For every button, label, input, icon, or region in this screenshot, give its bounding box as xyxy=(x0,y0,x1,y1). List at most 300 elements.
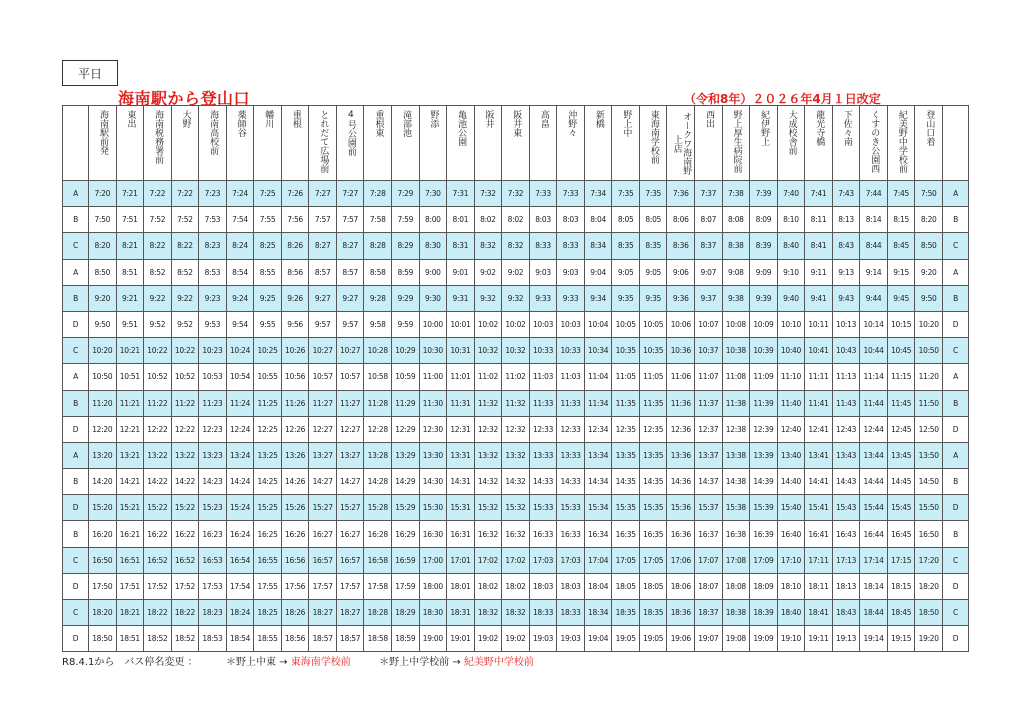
time-cell: 12:44 xyxy=(860,416,888,442)
stop-header xyxy=(89,106,117,181)
time-cell: 13:24 xyxy=(226,442,254,468)
time-cell: 14:40 xyxy=(777,469,805,495)
stop-header xyxy=(502,106,530,181)
time-cell: 14:44 xyxy=(860,469,888,495)
time-cell: 16:45 xyxy=(887,521,915,547)
time-cell: 11:13 xyxy=(832,364,860,390)
time-cell: 17:08 xyxy=(722,547,750,573)
time-cell: 11:35 xyxy=(639,390,667,416)
time-cell: 8:07 xyxy=(695,207,723,233)
time-cell: 18:14 xyxy=(860,573,888,599)
trip-row xyxy=(63,626,969,652)
time-cell: 10:06 xyxy=(667,311,695,337)
time-cell: 10:05 xyxy=(612,311,640,337)
time-cell: 17:55 xyxy=(254,573,282,599)
time-cell: 16:56 xyxy=(281,547,309,573)
time-cell: 14:50 xyxy=(915,469,943,495)
time-cell: 9:00 xyxy=(419,259,447,285)
stop-name: 幡川 xyxy=(263,110,274,128)
time-cell: 9:27 xyxy=(336,285,364,311)
time-cell: 13:33 xyxy=(529,442,557,468)
stop-name: 高畠 xyxy=(538,110,549,128)
time-cell: 18:15 xyxy=(887,573,915,599)
time-cell: 12:22 xyxy=(171,416,199,442)
time-cell: 17:50 xyxy=(89,573,117,599)
time-cell: 17:03 xyxy=(557,547,585,573)
time-cell: 16:24 xyxy=(226,521,254,547)
time-cell: 10:14 xyxy=(860,311,888,337)
stop-header xyxy=(364,106,392,181)
time-cell: 9:58 xyxy=(364,311,392,337)
time-cell: 19:13 xyxy=(832,626,860,652)
stop-name: 下佐々南 xyxy=(841,110,852,146)
time-cell: 12:50 xyxy=(915,416,943,442)
time-cell: 9:05 xyxy=(639,259,667,285)
time-cell: 18:10 xyxy=(777,573,805,599)
trip-row xyxy=(63,495,969,521)
time-cell: 9:57 xyxy=(309,311,337,337)
time-cell: 18:51 xyxy=(116,626,144,652)
time-cell: 7:33 xyxy=(529,181,557,207)
stop-name: 西出 xyxy=(704,110,715,128)
time-cell: 16:37 xyxy=(695,521,723,547)
time-cell: 11:22 xyxy=(144,390,172,416)
time-cell: 16:44 xyxy=(860,521,888,547)
time-cell: 11:43 xyxy=(832,390,860,416)
footnote-change2-new: 紀美野中学校前 xyxy=(463,657,534,668)
time-cell: 14:41 xyxy=(805,469,833,495)
route-label: B xyxy=(63,207,89,233)
time-cell: 18:41 xyxy=(805,600,833,626)
time-cell: 12:28 xyxy=(364,416,392,442)
footnote xyxy=(62,653,534,668)
time-cell: 10:03 xyxy=(529,311,557,337)
time-cell: 7:51 xyxy=(116,207,144,233)
time-cell: 10:32 xyxy=(474,338,502,364)
time-cell: 11:33 xyxy=(557,390,585,416)
stop-header xyxy=(612,106,640,181)
time-cell: 13:27 xyxy=(336,442,364,468)
time-cell: 11:38 xyxy=(722,390,750,416)
time-cell: 13:22 xyxy=(171,442,199,468)
time-cell: 10:29 xyxy=(392,338,420,364)
time-cell: 14:39 xyxy=(750,469,778,495)
time-cell: 11:20 xyxy=(89,390,117,416)
trip-row xyxy=(63,259,969,285)
time-cell: 10:02 xyxy=(502,311,530,337)
time-cell: 11:41 xyxy=(805,390,833,416)
time-cell: 9:21 xyxy=(116,285,144,311)
time-cell: 12:33 xyxy=(529,416,557,442)
time-cell: 9:41 xyxy=(805,285,833,311)
time-cell: 19:07 xyxy=(695,626,723,652)
time-cell: 17:58 xyxy=(364,573,392,599)
time-cell: 15:38 xyxy=(722,495,750,521)
time-cell: 8:14 xyxy=(860,207,888,233)
time-cell: 17:14 xyxy=(860,547,888,573)
time-cell: 16:33 xyxy=(529,521,557,547)
time-cell: 11:27 xyxy=(336,390,364,416)
stop-header xyxy=(695,106,723,181)
time-cell: 7:50 xyxy=(89,207,117,233)
time-cell: 9:55 xyxy=(254,311,282,337)
trip-row xyxy=(63,233,969,259)
time-cell: 8:05 xyxy=(639,207,667,233)
time-cell: 9:38 xyxy=(722,285,750,311)
time-cell: 15:44 xyxy=(860,495,888,521)
time-cell: 18:00 xyxy=(419,573,447,599)
stop-name: 海南税務署前 xyxy=(153,110,164,164)
time-cell: 11:01 xyxy=(447,364,475,390)
trip-row xyxy=(63,547,969,573)
route-label: D xyxy=(63,311,89,337)
trip-row xyxy=(63,600,969,626)
time-cell: 9:36 xyxy=(667,285,695,311)
route-label: C xyxy=(943,338,969,364)
stop-header xyxy=(584,106,612,181)
time-cell: 8:23 xyxy=(199,233,227,259)
time-cell: 8:21 xyxy=(116,233,144,259)
time-cell: 8:20 xyxy=(915,207,943,233)
time-cell: 17:02 xyxy=(474,547,502,573)
time-cell: 7:58 xyxy=(364,207,392,233)
time-cell: 13:28 xyxy=(364,442,392,468)
time-cell: 8:56 xyxy=(281,259,309,285)
time-cell: 12:32 xyxy=(502,416,530,442)
time-cell: 9:31 xyxy=(447,285,475,311)
stop-header xyxy=(529,106,557,181)
time-cell: 10:32 xyxy=(502,338,530,364)
time-cell: 18:29 xyxy=(392,600,420,626)
time-cell: 7:29 xyxy=(392,181,420,207)
time-cell: 18:52 xyxy=(171,626,199,652)
time-cell: 10:51 xyxy=(116,364,144,390)
time-cell: 11:21 xyxy=(116,390,144,416)
time-cell: 14:23 xyxy=(199,469,227,495)
time-cell: 17:05 xyxy=(612,547,640,573)
time-cell: 12:27 xyxy=(336,416,364,442)
time-cell: 17:56 xyxy=(281,573,309,599)
time-cell: 14:45 xyxy=(887,469,915,495)
footnote-change1-old: ＊野上中東 → xyxy=(225,657,288,668)
time-cell: 13:26 xyxy=(281,442,309,468)
time-cell: 9:26 xyxy=(281,285,309,311)
timetable xyxy=(62,105,969,652)
time-cell: 14:26 xyxy=(281,469,309,495)
time-cell: 10:44 xyxy=(860,338,888,364)
page-title: 海南駅から登山口 xyxy=(118,89,251,108)
time-cell: 19:01 xyxy=(447,626,475,652)
route-label: D xyxy=(63,626,89,652)
time-cell: 9:28 xyxy=(364,285,392,311)
time-cell: 9:25 xyxy=(254,285,282,311)
stop-name: オークワ海南野上店 xyxy=(671,112,692,175)
time-cell: 8:55 xyxy=(254,259,282,285)
time-cell: 18:05 xyxy=(612,573,640,599)
time-cell: 17:11 xyxy=(805,547,833,573)
time-cell: 17:07 xyxy=(695,547,723,573)
time-cell: 19:05 xyxy=(612,626,640,652)
time-cell: 11:32 xyxy=(474,390,502,416)
time-cell: 9:22 xyxy=(144,285,172,311)
time-cell: 19:11 xyxy=(805,626,833,652)
time-cell: 12:40 xyxy=(777,416,805,442)
time-cell: 13:27 xyxy=(309,442,337,468)
time-cell: 8:37 xyxy=(695,233,723,259)
route-label: D xyxy=(943,311,969,337)
time-cell: 9:01 xyxy=(447,259,475,285)
stop-header xyxy=(116,106,144,181)
time-cell: 18:35 xyxy=(639,600,667,626)
time-cell: 7:30 xyxy=(419,181,447,207)
time-cell: 9:43 xyxy=(832,285,860,311)
route-label: A xyxy=(943,364,969,390)
trip-row xyxy=(63,442,969,468)
time-cell: 15:39 xyxy=(750,495,778,521)
time-cell: 18:55 xyxy=(254,626,282,652)
route-label: D xyxy=(63,573,89,599)
time-cell: 13:36 xyxy=(667,442,695,468)
time-cell: 8:15 xyxy=(887,207,915,233)
time-cell: 8:00 xyxy=(419,207,447,233)
time-cell: 17:59 xyxy=(392,573,420,599)
route-label: D xyxy=(63,495,89,521)
time-cell: 9:11 xyxy=(805,259,833,285)
route-label: B xyxy=(943,285,969,311)
time-cell: 13:23 xyxy=(199,442,227,468)
time-cell: 18:37 xyxy=(695,600,723,626)
time-cell: 18:57 xyxy=(309,626,337,652)
time-cell: 9:20 xyxy=(915,259,943,285)
time-cell: 8:30 xyxy=(419,233,447,259)
time-cell: 17:54 xyxy=(226,573,254,599)
time-cell: 10:08 xyxy=(722,311,750,337)
time-cell: 11:05 xyxy=(612,364,640,390)
time-cell: 9:52 xyxy=(144,311,172,337)
time-cell: 17:57 xyxy=(336,573,364,599)
time-cell: 10:22 xyxy=(144,338,172,364)
time-cell: 17:02 xyxy=(502,547,530,573)
time-cell: 16:54 xyxy=(226,547,254,573)
stop-header xyxy=(144,106,172,181)
time-cell: 10:20 xyxy=(89,338,117,364)
time-cell: 13:25 xyxy=(254,442,282,468)
time-cell: 17:13 xyxy=(832,547,860,573)
stop-name: 野添 xyxy=(428,110,439,128)
time-cell: 18:35 xyxy=(612,600,640,626)
revision-date: （令和8年）２０２６年4月１日改定 xyxy=(684,92,881,106)
time-cell: 10:35 xyxy=(612,338,640,364)
time-cell: 8:04 xyxy=(584,207,612,233)
stop-name: 野上厚生病院前 xyxy=(731,110,742,173)
time-cell: 9:27 xyxy=(309,285,337,311)
time-cell: 9:32 xyxy=(474,285,502,311)
route-label: C xyxy=(943,600,969,626)
stop-name: 阪井 xyxy=(483,110,494,128)
time-cell: 16:32 xyxy=(474,521,502,547)
stop-name: 紀伊野上 xyxy=(759,110,770,146)
time-cell: 11:50 xyxy=(915,390,943,416)
time-cell: 9:53 xyxy=(199,311,227,337)
stop-name: 東海南学校前 xyxy=(648,110,659,164)
stop-header xyxy=(419,106,447,181)
time-cell: 16:21 xyxy=(116,521,144,547)
time-cell: 8:57 xyxy=(309,259,337,285)
time-cell: 16:40 xyxy=(777,521,805,547)
time-cell: 16:38 xyxy=(722,521,750,547)
time-cell: 11:37 xyxy=(695,390,723,416)
time-cell: 7:40 xyxy=(777,181,805,207)
time-cell: 10:41 xyxy=(805,338,833,364)
time-cell: 18:27 xyxy=(309,600,337,626)
time-cell: 9:13 xyxy=(832,259,860,285)
time-cell: 16:25 xyxy=(254,521,282,547)
trip-row xyxy=(63,338,969,364)
time-cell: 11:00 xyxy=(419,364,447,390)
time-cell: 16:26 xyxy=(281,521,309,547)
time-cell: 12:33 xyxy=(557,416,585,442)
time-cell: 15:40 xyxy=(777,495,805,521)
time-cell: 8:29 xyxy=(392,233,420,259)
time-cell: 15:32 xyxy=(474,495,502,521)
time-cell: 9:33 xyxy=(557,285,585,311)
time-cell: 16:52 xyxy=(144,547,172,573)
time-cell: 16:53 xyxy=(199,547,227,573)
time-cell: 8:36 xyxy=(667,233,695,259)
time-cell: 18:13 xyxy=(832,573,860,599)
time-cell: 16:55 xyxy=(254,547,282,573)
time-cell: 12:31 xyxy=(447,416,475,442)
time-cell: 16:23 xyxy=(199,521,227,547)
time-cell: 13:39 xyxy=(750,442,778,468)
time-cell: 19:04 xyxy=(584,626,612,652)
time-cell: 7:57 xyxy=(309,207,337,233)
time-cell: 14:38 xyxy=(722,469,750,495)
route-label: B xyxy=(63,469,89,495)
time-cell: 10:25 xyxy=(254,338,282,364)
time-cell: 10:52 xyxy=(171,364,199,390)
time-cell: 18:31 xyxy=(447,600,475,626)
time-cell: 8:02 xyxy=(474,207,502,233)
trip-row xyxy=(63,207,969,233)
time-cell: 10:35 xyxy=(639,338,667,364)
time-cell: 11:06 xyxy=(667,364,695,390)
stop-name: 紀美野中学校前 xyxy=(896,110,907,173)
time-cell: 10:09 xyxy=(750,311,778,337)
time-cell: 12:37 xyxy=(695,416,723,442)
stop-header xyxy=(667,106,695,181)
time-cell: 9:57 xyxy=(336,311,364,337)
time-cell: 13:32 xyxy=(474,442,502,468)
time-cell: 18:03 xyxy=(529,573,557,599)
time-cell: 14:25 xyxy=(254,469,282,495)
time-cell: 10:24 xyxy=(226,338,254,364)
time-cell: 16:29 xyxy=(392,521,420,547)
time-cell: 9:03 xyxy=(529,259,557,285)
stop-name: 大野 xyxy=(180,110,191,128)
time-cell: 18:08 xyxy=(722,573,750,599)
time-cell: 12:32 xyxy=(474,416,502,442)
trip-row xyxy=(63,364,969,390)
time-cell: 16:57 xyxy=(309,547,337,573)
time-cell: 15:50 xyxy=(915,495,943,521)
time-cell: 16:32 xyxy=(502,521,530,547)
stop-header xyxy=(336,106,364,181)
time-cell: 10:45 xyxy=(887,338,915,364)
time-cell: 8:33 xyxy=(557,233,585,259)
time-cell: 10:38 xyxy=(722,338,750,364)
time-cell: 19:06 xyxy=(667,626,695,652)
time-cell: 18:20 xyxy=(89,600,117,626)
stop-header xyxy=(474,106,502,181)
time-cell: 18:32 xyxy=(474,600,502,626)
time-cell: 11:29 xyxy=(392,390,420,416)
time-cell: 8:25 xyxy=(254,233,282,259)
time-cell: 14:24 xyxy=(226,469,254,495)
time-cell: 9:15 xyxy=(887,259,915,285)
time-cell: 8:32 xyxy=(474,233,502,259)
time-cell: 19:02 xyxy=(474,626,502,652)
time-cell: 10:15 xyxy=(887,311,915,337)
stop-name: 沖野々 xyxy=(566,110,577,137)
time-cell: 18:40 xyxy=(777,600,805,626)
time-cell: 11:26 xyxy=(281,390,309,416)
time-cell: 7:33 xyxy=(557,181,585,207)
trip-row xyxy=(63,416,969,442)
time-cell: 14:43 xyxy=(832,469,860,495)
time-cell: 13:44 xyxy=(860,442,888,468)
time-cell: 17:51 xyxy=(116,573,144,599)
time-cell: 19:15 xyxy=(887,626,915,652)
time-cell: 11:45 xyxy=(887,390,915,416)
time-cell: 13:33 xyxy=(557,442,585,468)
time-cell: 9:10 xyxy=(777,259,805,285)
time-cell: 10:22 xyxy=(171,338,199,364)
time-cell: 11:30 xyxy=(419,390,447,416)
trip-row xyxy=(63,521,969,547)
time-cell: 13:32 xyxy=(502,442,530,468)
time-cell: 18:24 xyxy=(226,600,254,626)
time-cell: 8:51 xyxy=(116,259,144,285)
time-cell: 8:10 xyxy=(777,207,805,233)
time-cell: 13:37 xyxy=(695,442,723,468)
time-cell: 17:03 xyxy=(529,547,557,573)
route-label: A xyxy=(63,181,89,207)
time-cell: 10:34 xyxy=(584,338,612,364)
time-cell: 11:33 xyxy=(529,390,557,416)
stop-name: 野上中 xyxy=(621,110,632,137)
route-label: B xyxy=(943,469,969,495)
time-cell: 17:09 xyxy=(750,547,778,573)
time-cell: 15:27 xyxy=(309,495,337,521)
time-cell: 11:24 xyxy=(226,390,254,416)
time-cell: 9:02 xyxy=(474,259,502,285)
time-cell: 10:54 xyxy=(226,364,254,390)
time-cell: 16:27 xyxy=(336,521,364,547)
time-cell: 15:29 xyxy=(392,495,420,521)
time-cell: 8:22 xyxy=(171,233,199,259)
time-cell: 8:03 xyxy=(529,207,557,233)
stop-header xyxy=(557,106,585,181)
trip-row xyxy=(63,469,969,495)
time-cell: 15:22 xyxy=(144,495,172,521)
time-cell: 8:59 xyxy=(392,259,420,285)
route-label: A xyxy=(943,259,969,285)
time-cell: 18:54 xyxy=(226,626,254,652)
time-cell: 8:05 xyxy=(612,207,640,233)
time-cell: 16:31 xyxy=(447,521,475,547)
time-cell: 8:54 xyxy=(226,259,254,285)
